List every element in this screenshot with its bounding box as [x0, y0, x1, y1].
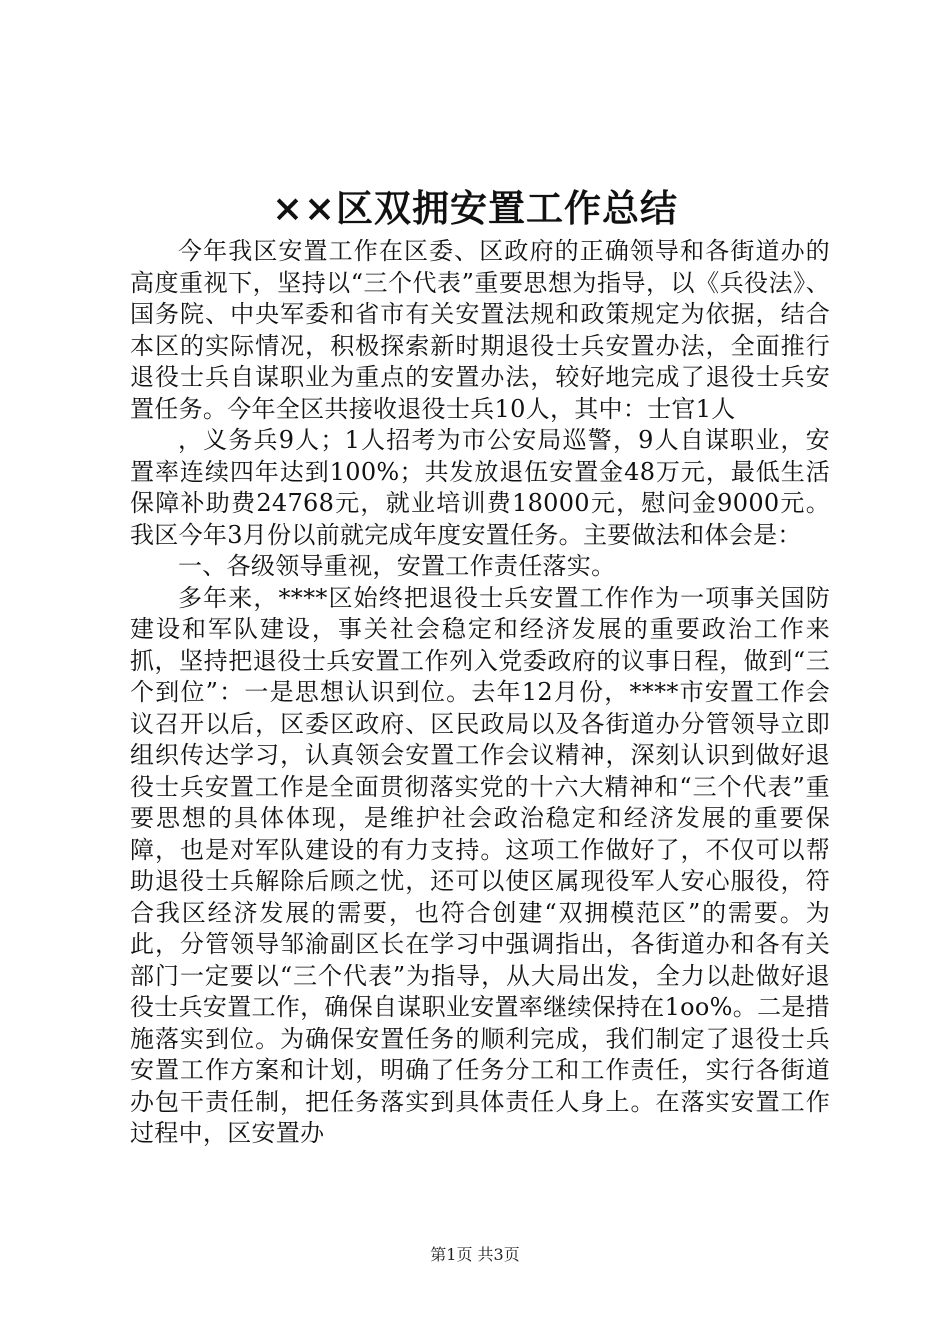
document-title: ××区双拥安置工作总结: [271, 186, 678, 230]
paragraph-intro: 今年我区安置工作在区委、区政府的正确领导和各街道办的高度重视下，坚持以“三个代表”重要思想为指导，以《兵役法》、国务院、中央军委和省市有关安置法规和政策规定为依据，结合本区的实际情况，积极探索新时期退役士兵安置办法，全面推行退役士兵自谋职业为重点的安置办法，较好地完成了退役士兵安置任务。今年全区共接收退役士兵10人，其中：士官1人: [130, 237, 830, 423]
section-heading-1: 一、各级领导重视，安置工作责任落实。: [178, 552, 616, 580]
paragraph-statistics: ，义务兵9人；1人招考为市公安局巡警，9人自谋职业，安置率连续四年达到100%；共发放退伍安置金48万元，最低生活保障补助费24768元，就业培训费18000元，慰问金9000元。我区今年3月份以前就完成年度安置任务。主要做法和体会是：: [130, 426, 830, 549]
document-body: [130, 236, 830, 1150]
page-footer: 第1页 共3页: [430, 1245, 520, 1264]
paragraph-section-1: 多年来，****区始终把退役士兵安置工作作为一项事关国防建设和军队建设，事关社会稳定和经济发展的重要政治工作来抓，坚持把退役士兵安置工作列入党委政府的议事日程，做到“三个到位”：一是思想认识到位。去年12月份，****市安置工作会议召开以后，区委区政府、区民政局以及各街道办分管领导立即组织传达学习，认真领会安置工作会议精神，深刻认识到做好退役士兵安置工作是全面贯彻落实党的十六大精神和“三个代表”重要思想的具体体现，是维护社会政治稳定和经济发展的重要保障，也是对军队建设的有力支持。这项工作做好了，不仅可以帮助退役士兵解除后顾之忧，还可以使区属现役军人安心服役，符合我区经济发展的需要，也符合创建“双拥模范区”的需要。为此，分管领导邹渝副区长在学习中强调指出，各街道办和各有关部门一定要以“三个代表”为指导，从大局出发，全力以赴做好退役士兵安置工作，确保自谋职业安置率继续保持在1oo%。二是措施落实到位。为确保安置任务的顺利完成，我们制定了退役士兵安置工作方案和计划，明确了任务分工和工作责任，实行各街道办包干责任制，把任务落实到具体责任人身上。在落实安置工作过程中，区安置办: [130, 583, 830, 1147]
